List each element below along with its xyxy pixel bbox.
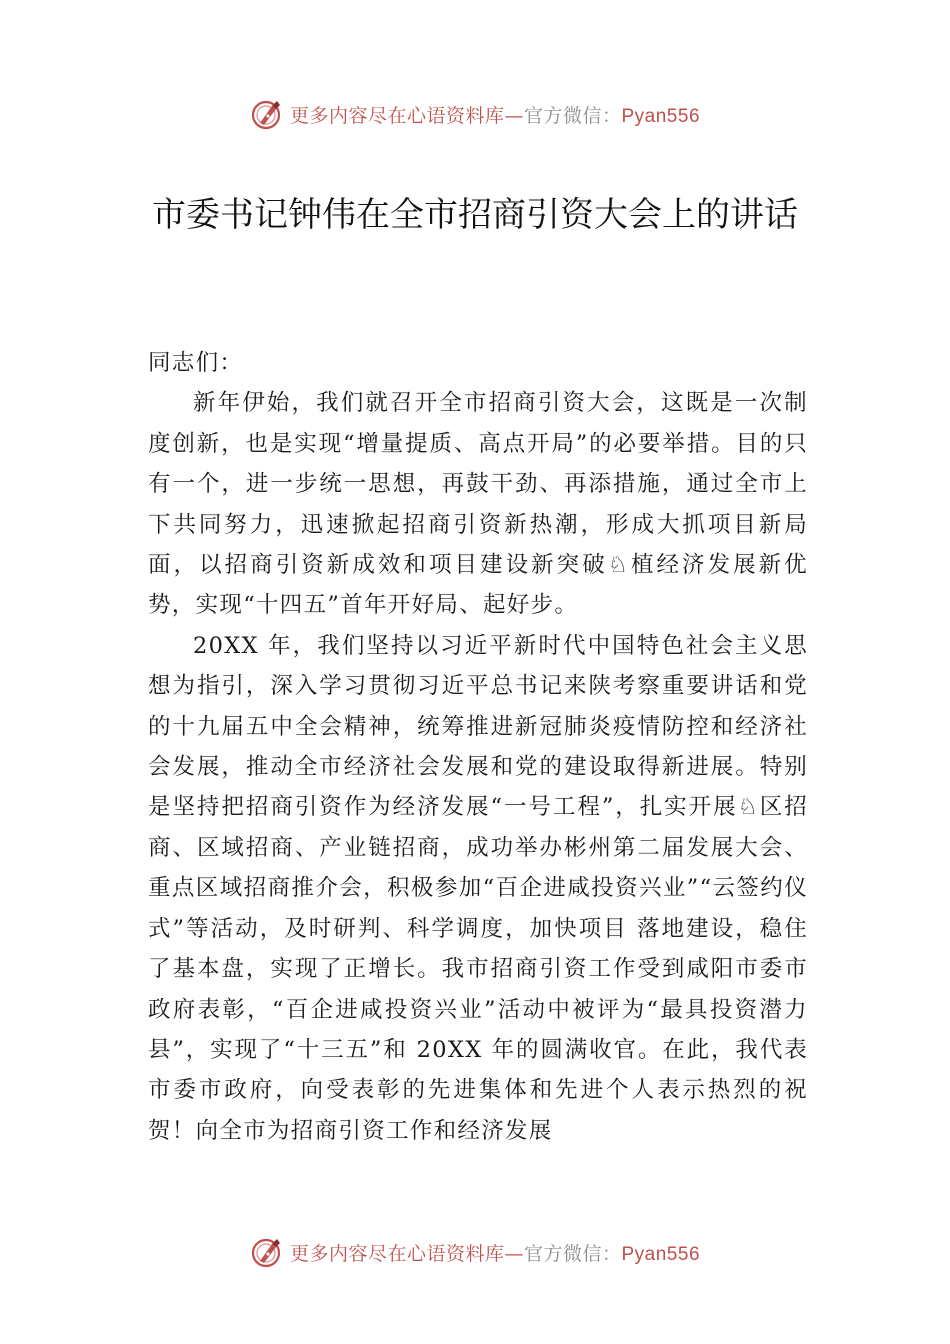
- banner-main-text: 更多内容尽在心语资料库: [289, 104, 505, 127]
- banner-main-text: 更多内容尽在心语资料库: [289, 1242, 505, 1265]
- banner-separator: —: [504, 104, 524, 127]
- paragraph: 20XX 年，我们坚持以习近平新时代中国特色社会主义思想为指引，深入学习贯彻习近平总书记来陕考察重要讲话和党的十九届五中全会精神，统筹推进新冠肺炎疫情防控和经济社会发展，推动全市经济社会发展和党的建设取得新进展。特别是坚持把招商引资作为经济发展“一号工程”，扎实开展♘区招商、区域招商、产业链招商，成功举办彬州第二届发展大会、重点区域招商推介会，积极参加“百企进咸投资兴业”“云签约仪式”等活动，及时研判、科学调度，加快项目 落地建设，稳住了基本盘，实现了正增长。我市招商引资工作受到咸阳市委市政府表彰，“百企进咸投资兴业”活动中被评为“最具投资潜力县”，实现了“十三五”和 20XX 年的圆满收官。在此，我代表市委市政府，向受表彰的先进集体和先进个人表示热烈的祝贺！向全市为招商引资工作和经济发展: [148, 632, 808, 1144]
- pen-nib-logo-icon: [250, 1235, 284, 1269]
- document-title: 市委书记钟伟在全市招商引资大会上的讲话: [152, 195, 798, 235]
- salutation: 同志们：: [148, 350, 244, 376]
- banner-text: [290, 101, 700, 128]
- header-banner: [0, 94, 950, 134]
- banner-wechat-id: Pyan556: [621, 1243, 701, 1265]
- pen-nib-logo-icon: [250, 97, 284, 131]
- footer-banner: [0, 1232, 950, 1272]
- banner-wechat-label: 官方微信：: [523, 104, 622, 127]
- document-body: [148, 343, 808, 1151]
- banner-wechat-id: Pyan556: [621, 105, 701, 127]
- banner-text: [290, 1239, 700, 1266]
- banner-separator: —: [504, 1242, 524, 1265]
- banner-wechat-label: 官方微信：: [523, 1242, 622, 1265]
- paragraph: 新年伊始，我们就召开全市招商引资大会，这既是一次制度创新，也是实现“增量提质、高点开局”的必要举措。目的只有一个，进一步统一思想，再鼓干劲、再添措施，通过全市上下共同努力，迅速掀起招商引资新热潮，形成大抓项目新局面，以招商引资新成效和项目建设新突破♘植经济发展新优势，实现“十四五”首年开好局、起好步。: [148, 390, 808, 619]
